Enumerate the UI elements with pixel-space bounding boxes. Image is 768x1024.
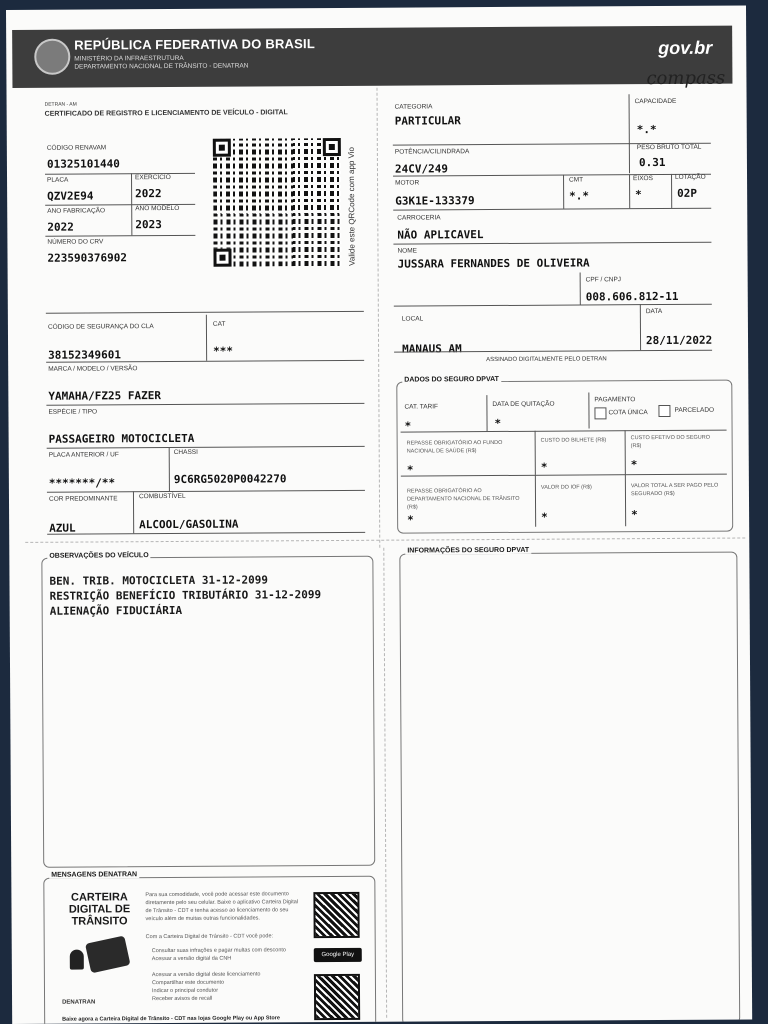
lotacao-value: 02P [677,186,698,200]
cdt-bullet: Receber avisos de recall [152,995,213,1003]
qr-finder [323,138,341,156]
placa-anterior-value: *******/** [48,476,116,490]
denatran-logo: DENATRAN [62,999,96,1006]
pagamento-label: PAGAMENTO [594,396,636,404]
combustivel-label: COMBUSTÍVEL [138,492,186,501]
cla-value: 38152349601 [48,348,122,362]
observacao-line: RESTRIÇÃO BENEFÍCIO TRIBUTÁRIO 31-12-2099 [49,588,322,603]
rule [393,242,711,245]
rule [563,175,564,209]
rule [169,447,170,491]
renavam-value: 01325101440 [46,157,120,171]
local-label: LOCAL [401,315,424,323]
peso-value: 0.31 [638,155,666,170]
rule [393,208,711,211]
cdt-bullet: Consultar suas infrações e pagar multas com desconto [151,947,286,955]
capacidade-value: *.* [636,123,657,137]
data-quitacao-label: DATA DE QUITAÇÃO [492,400,555,409]
categoria-label: CATEGORIA [394,103,433,111]
cor-value: AZUL [49,521,76,535]
cdt-bullet: Compartilhar este documento [151,979,225,987]
cpf-label: CPF / CNPJ [585,276,622,284]
placa-label: PLACA [47,176,69,184]
rule [206,315,207,361]
eixos-label: EIXOS [633,175,653,183]
custo-bilhete-value: * [540,460,548,474]
informacoes-dpvat-box [399,552,740,1024]
cmt-label: CMT [569,176,584,184]
carroceria-label: CARROCERIA [397,214,441,222]
issuer: DETRAN - AM [44,101,77,108]
ano-mod-label: ANO MODELO [135,204,180,213]
parcelado-checkbox[interactable] [658,405,670,417]
cmt-value: *.* [569,189,590,203]
categoria-value: PARTICULAR [394,114,461,128]
custo-efetivo-label: CUSTO EFETIVO DO SEGURO (R$) [630,434,711,450]
cdt-intro: Para sua comodidade, você pode acessar este documento diretamente pelo seu celular. Baixe o aplicativo Carteira Digital de Trânsito - CDT e tenha acesso ao licenciamento do seu veículo além de muitas outras funcionalidades. [145,891,299,923]
rule [45,235,195,237]
crv-label: NÚMERO DO CRV [47,238,104,246]
app-qr-code [313,892,359,938]
observacoes-box [41,556,375,868]
rule [640,304,641,350]
person-icon [70,950,84,970]
document-title: CERTIFICADO DE REGISTRO E LICENCIAMENTO DE VEÍCULO - DIGITAL [44,109,288,118]
nome-label: NOME [397,247,418,255]
eixos-value: * [635,188,642,202]
qr-finder [213,249,231,267]
coat-of-arms-icon [34,39,70,75]
divider-vertical-lower [383,548,387,1018]
cota-unica-label: COTA ÚNICA [608,409,648,417]
carroceria-value: NÃO APLICAVEL [397,228,484,242]
mensagens-title: MENSAGENS DENATRAN [51,871,138,879]
placa-anterior-label: PLACA ANTERIOR / UF [48,451,119,459]
divider-horizontal [25,537,745,542]
marca-value: YAMAHA/FZ25 FAZER [48,389,161,403]
header-department: DEPARTAMENTO NACIONAL DE TRÂNSITO - DENATRAN [74,62,249,71]
govbr-logo: gov.br [658,37,713,59]
cota-unica-checkbox[interactable] [594,407,606,419]
nome-value: JUSSARA FERNANDES DE OLIVEIRA [397,256,590,271]
data-label: DATA [645,307,663,316]
google-play-badge[interactable]: Google Play [314,948,362,962]
iof-label: VALOR DO IOF (R$) [540,484,592,491]
motor-label: MOTOR [395,179,420,187]
repasse-saude-label: REPASSE OBRIGATÓRIO AO FUNDO NACIONAL DE SAÚDE (R$) [406,439,503,455]
cat-label: CAT [212,320,226,328]
motor-value: G3K1E-133379 [395,194,475,208]
valor-total-value: * [631,508,638,522]
rule [486,395,487,431]
rule [580,272,581,304]
document-page [6,5,752,1024]
crv-value: 223590376902 [47,251,128,265]
observacoes-title: OBSERVAÇÕES DO VEÍCULO [49,552,149,560]
cla-label: CÓDIGO DE SEGURANÇA DO CLA [47,323,154,331]
rule [46,403,364,406]
signature: compass [646,67,726,90]
rule [47,532,365,535]
chassi-value: 9C6RG5020P0042270 [173,472,287,486]
cat-value: *** [213,344,234,358]
repasse-transito-label: REPASSE OBRIGATÓRIO AO DEPARTAMENTO NACIONAL DE TRÂNSITO (R$) [406,488,520,511]
cor-label: COR PREDOMINANTE [48,495,118,503]
divider-vertical [376,88,380,548]
observacao-line: ALIENAÇÃO FIDUCIÁRIA [49,603,183,618]
chassi-label: CHASSI [173,448,198,456]
combustivel-value: ALCOOL/GASOLINA [139,517,239,532]
rule [394,304,712,307]
repasse-saude-value: * [406,463,414,477]
custo-bilhete-label: CUSTO DO BILHETE (R$) [540,437,607,444]
placa-value: QZV2E94 [47,189,94,203]
cdt-footer-1: Baixe agora a Carteira Digital de Trânsito - CDT nas lojas Google Play ou App Store [62,1015,280,1023]
rule [629,174,630,208]
qr-finder [213,139,231,157]
especie-value: PASSAGEIRO MOTOCICLETA [48,431,195,446]
rule [588,392,589,428]
header-ministry: MINISTÉRIO DA INFRAESTRUTURA [74,54,184,63]
app-qr-code-2 [314,974,360,1020]
rule [47,490,365,493]
lotacao-label: LOTAÇÃO [675,173,706,181]
marca-label: MARCA / MODELO / VERSÃO [48,365,138,373]
local-value: MANAUS AM [402,342,462,356]
potencia-value: 24CV/249 [394,162,449,176]
peso-label: PESO BRUTO TOTAL [636,143,702,152]
custo-efetivo-value: * [630,458,638,472]
cdt-line2: DIGITAL DE [68,903,131,916]
ano-fab-label: ANO FABRICAÇÃO [47,207,106,215]
rule [133,491,134,533]
cpf-value: 008.606.812-11 [585,289,679,304]
renavam-label: CÓDIGO RENAVAM [46,144,107,152]
cdt-line3: TRÂNSITO [71,915,128,928]
qr-validation-note: Valide este QRCode com app Vio [346,146,357,266]
cdt-bullet: Acessar a versão digital deste licenciamento [151,971,261,979]
rule [671,174,672,208]
header-bar [12,26,732,88]
rule [45,173,195,175]
iof-value: * [541,510,548,524]
rule [629,94,630,144]
exercicio-value: 2022 [135,187,162,201]
data-quitacao-value: * [494,416,502,431]
data-value: 28/11/2022 [645,333,713,348]
exercicio-label: EXERCÍCIO [135,173,171,182]
cdt-bullet: Indicar o principal condutor [151,987,219,995]
parcelado-label: PARCELADO [674,406,715,414]
rule [46,311,364,314]
cdt-bullet: Acessar a versão digital da CNH [151,955,232,963]
observacao-line: BEN. TRIB. MOTOCICLETA 31-12-2099 [49,573,269,588]
cat-tarif-label: CAT. TARIF [404,403,439,411]
header-title: REPÚBLICA FEDERATIVA DO BRASIL [74,36,315,53]
rule [47,446,365,449]
cdt-line1: CARTEIRA [70,891,128,904]
informacoes-dpvat-title: INFORMAÇÕES DO SEGURO DPVAT [407,546,530,555]
potencia-label: POTÊNCIA/CILINDRADA [394,148,470,156]
ano-fab-value: 2022 [47,220,74,234]
capacidade-label: CAPACIDADE [634,97,677,106]
dpvat-title: DADOS DO SEGURO DPVAT [404,375,499,384]
qr-code [213,138,342,267]
especie-label: ESPÉCIE / TIPO [48,408,98,416]
cdt-can: Com a Carteira Digital de Trânsito - CDT você pode: [145,933,274,941]
repasse-transito-value: * [407,513,414,527]
signed-by: ASSINADO DIGITALMENTE PELO DETRAN [486,356,607,364]
valor-total-label: VALOR TOTAL A SER PAGO PELO SEGURADO (R$) [630,482,719,498]
rule [629,143,630,173]
cat-tarif-value: * [404,419,412,433]
ano-mod-value: 2023 [135,218,162,232]
